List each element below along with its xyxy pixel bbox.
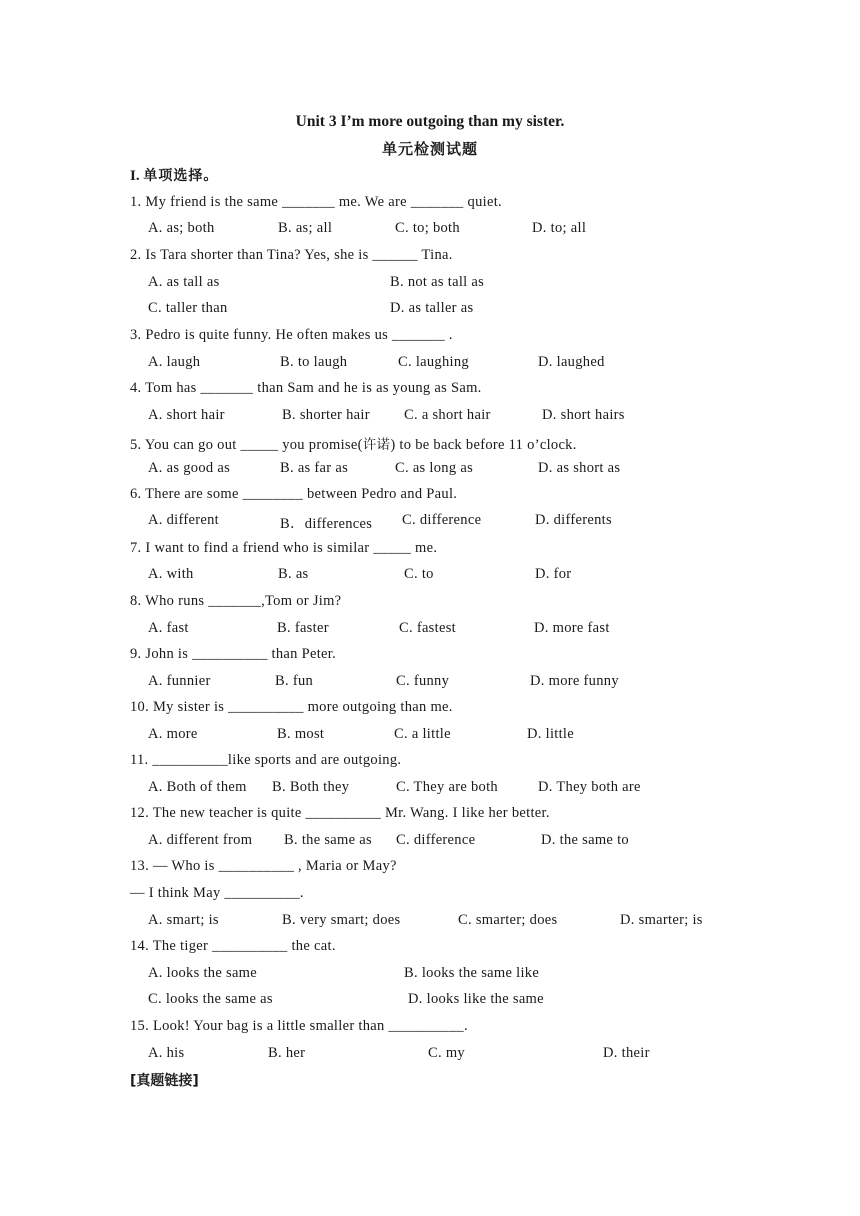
question-14: 14. The tiger __________ the cat. — [130, 938, 336, 954]
option-9d: D. more funny — [530, 673, 619, 689]
option-15a: A. his — [148, 1045, 185, 1061]
question-8: 8. Who runs _______,Tom or Jim? — [130, 593, 342, 609]
option-7c: C. to — [404, 566, 434, 582]
option-3a: A. laugh — [148, 354, 201, 370]
question-4: 4. Tom has _______ than Sam and he is as young as Sam. — [130, 380, 482, 396]
question-13: 13. — Who is __________ , Maria or May? — [130, 858, 397, 874]
page-title: Unit 3 I’m more outgoing than my sister. — [295, 113, 565, 130]
question-11: 11. __________like sports and are outgoing. — [130, 752, 402, 768]
option-1a: A. as; both — [148, 220, 215, 236]
option-7a: A. with — [148, 566, 194, 582]
option-8c: C. fastest — [399, 620, 456, 636]
exam-link-heading: [真题链接] — [130, 1073, 199, 1089]
option-15c: C. my — [428, 1045, 465, 1061]
option-4b: B. shorter hair — [282, 407, 370, 423]
question-10: 10. My sister is __________ more outgoing than me. — [130, 699, 453, 715]
option-5d: D. as short as — [538, 460, 621, 476]
option-2a: A. as tall as — [148, 274, 220, 290]
question-12: 12. The new teacher is quite __________ Mr. Wang. I like her better. — [130, 805, 550, 821]
option-6d: D. differents — [535, 512, 612, 528]
section-number: I. — [130, 168, 140, 184]
option-5b: B. as far as — [280, 460, 349, 476]
option-2d: D. as taller as — [390, 300, 474, 316]
option-10a: A. more — [148, 726, 198, 742]
option-11c: C. They are both — [396, 779, 498, 795]
question-13-reply: — I think May __________. — [130, 885, 304, 901]
option-10b: B. most — [277, 726, 325, 742]
option-9b: B. fun — [275, 673, 314, 689]
option-4a: A. short hair — [148, 407, 225, 423]
option-8a: A. fast — [148, 620, 189, 636]
question-1: 1. My friend is the same _______ me. We are _______ quiet. — [130, 194, 502, 210]
option-11b: B. Both they — [272, 779, 350, 795]
question-2: 2. Is Tara shorter than Tina? Yes, she is ______ Tina. — [130, 247, 453, 263]
option-1d: D. to; all — [532, 220, 587, 236]
option-11d: D. They both are — [538, 779, 641, 795]
option-7d: D. for — [535, 566, 572, 582]
option-2b: B. not as tall as — [390, 274, 485, 290]
option-1c: C. to; both — [395, 220, 460, 236]
section-label: 单项选择。 — [143, 168, 219, 184]
option-3b: B. to laugh — [280, 354, 348, 370]
option-10d: D. little — [527, 726, 574, 742]
option-5a: A. as good as — [148, 460, 231, 476]
question-6: 6. There are some ________ between Pedro and Paul. — [130, 486, 458, 502]
option-1b: B. as; all — [278, 220, 333, 236]
option-15d: D. their — [603, 1045, 650, 1061]
option-8d: D. more fast — [534, 620, 610, 636]
option-6a: A. different — [148, 512, 219, 528]
question-5-text-b: ) to be back before 11 o’clock. — [390, 437, 577, 453]
option-9c: C. funny — [396, 673, 450, 689]
option-3c: C. laughing — [398, 354, 469, 370]
section-heading — [130, 165, 218, 185]
option-6c: C. difference — [402, 512, 482, 528]
option-7b: B. as — [278, 566, 309, 582]
option-14a: A. looks the same — [148, 965, 257, 981]
question-15: 15. Look! Your bag is a little smaller than __________. — [130, 1018, 468, 1034]
option-4c: C. a short hair — [404, 407, 491, 423]
option-13d: D. smarter; is — [620, 912, 703, 928]
option-6b: B．differences — [280, 516, 373, 532]
question-9: 9. John is __________ than Peter. — [130, 646, 337, 662]
option-9a: A. funnier — [148, 673, 211, 689]
question-5 — [130, 433, 577, 454]
option-14c: C. looks the same as — [148, 991, 273, 1007]
option-13c: C. smarter; does — [458, 912, 558, 928]
option-12d: D. the same to — [541, 832, 629, 848]
option-4d: D. short hairs — [542, 407, 625, 423]
option-3d: D. laughed — [538, 354, 605, 370]
option-2c: C. taller than — [148, 300, 228, 316]
option-12a: A. different from — [148, 832, 253, 848]
option-15b: B. her — [268, 1045, 306, 1061]
option-13a: A. smart; is — [148, 912, 219, 928]
page-subtitle: 单元检测试题 — [381, 140, 478, 158]
option-13b: B. very smart; does — [282, 912, 401, 928]
question-5-chinese-gloss: 许诺 — [362, 437, 391, 453]
option-8b: B. faster — [277, 620, 329, 636]
question-5-text-a: 5. You can go out _____ you promise( — [130, 437, 363, 453]
option-14b: B. looks the same like — [404, 965, 540, 981]
option-10c: C. a little — [394, 726, 451, 742]
option-11a: A. Both of them — [148, 779, 247, 795]
option-12c: C. difference — [396, 832, 476, 848]
option-14d: D. looks like the same — [408, 991, 544, 1007]
option-12b: B. the same as — [284, 832, 372, 848]
question-7: 7. I want to find a friend who is similar _____ me. — [130, 540, 438, 556]
question-3: 3. Pedro is quite funny. He often makes us _______ . — [130, 327, 453, 343]
option-5c: C. as long as — [395, 460, 474, 476]
